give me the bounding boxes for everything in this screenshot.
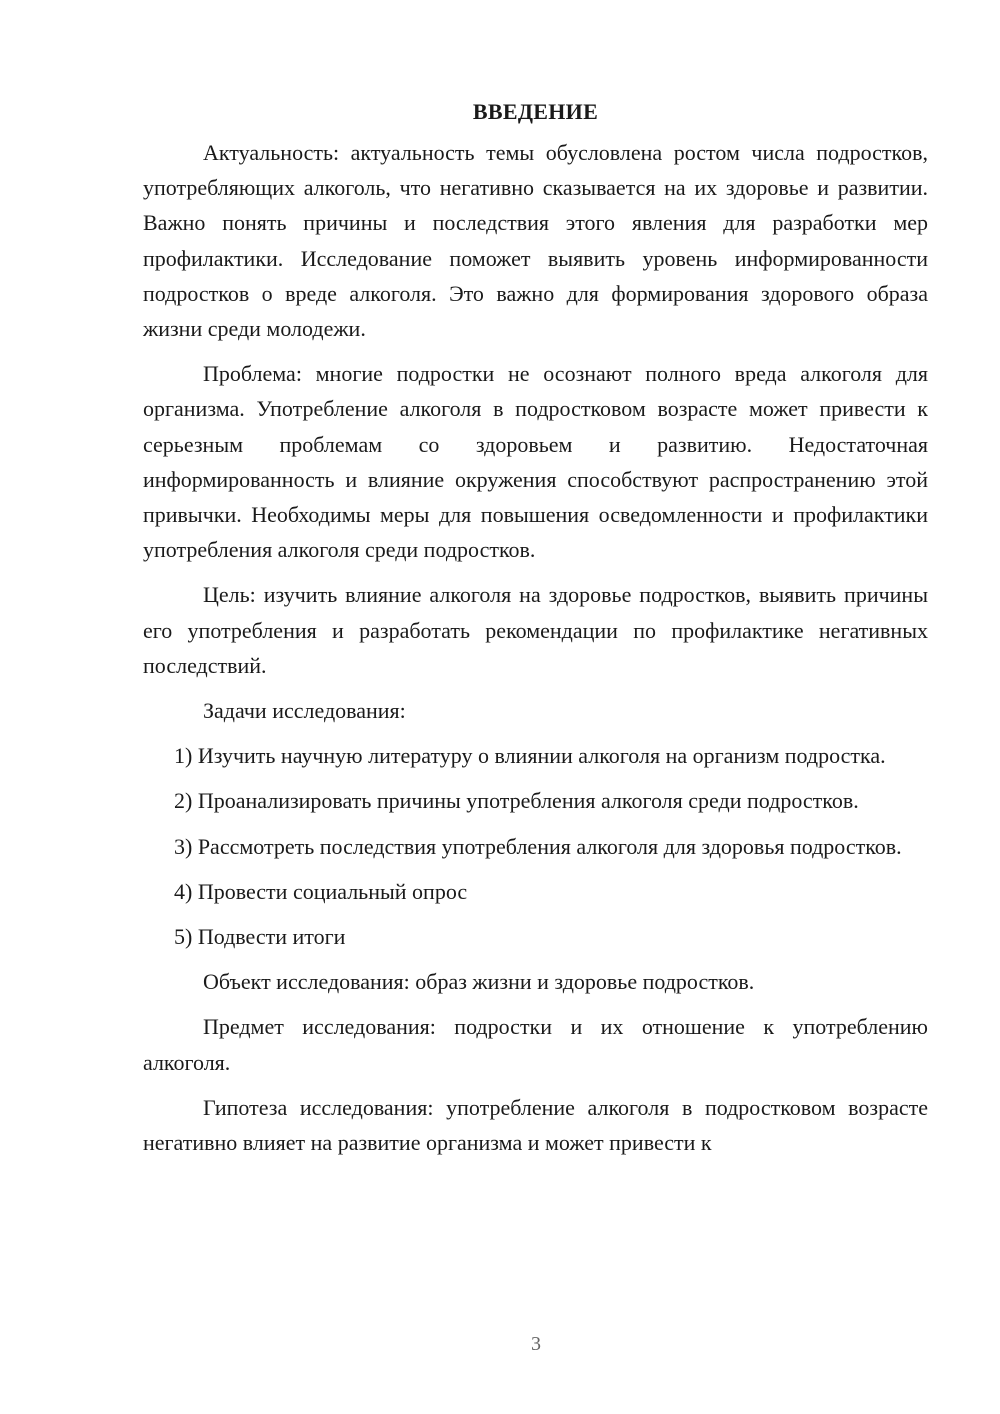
task-item-5: 5) Подвести итоги <box>174 924 346 950</box>
page-title: ВВЕДЕНИЕ <box>472 99 599 124</box>
goal-paragraph: Цель: изучить влияние алкоголя на здоровье подростков, выявить причины его употребления и разработать рекомендации по профилактике негативных последствий. <box>143 582 928 678</box>
task-item-1: 1) Изучить научную литературу о влиянии алкоголя на организм подростка. <box>174 743 886 769</box>
task-item-2: 2) Проанализировать причины употребления алкоголя среди подростков. <box>174 788 859 814</box>
hypothesis-paragraph: Гипотеза исследования: употребление алкоголя в подростковом возрасте негативно влияет на развитие организма и может привести к <box>143 1094 928 1156</box>
task-item-4: 4) Провести социальный опрос <box>174 878 468 904</box>
document-page <box>143 94 928 1170</box>
problem-paragraph: Проблема: многие подростки не осознают полного вреда алкоголя для организма. Употребление алкоголя в подростковом возрасте может привести к серьезным проблемам со здоровьем и развитию. Недостаточная информированность и влияние окружения способствуют распространению этой привычки. Необходимы меры для повышения осведомленности и профилактики употребления алкоголя среди подростков. <box>143 361 928 563</box>
tasks-title: Задачи исследования: <box>203 698 406 724</box>
task-item-3: 3) Рассмотреть последствия употребления алкоголя для здоровья подростков. <box>174 833 902 859</box>
subject-paragraph: Предмет исследования: подростки и их отношение к употреблению алкоголя. <box>143 1014 928 1075</box>
page-number: 3 <box>531 1333 541 1355</box>
relevance-paragraph: Актуальность: актуальность темы обусловлена ростом числа подростков, употребляющих алкоголь, что негативно сказывается на их здоровье и развитии. Важно понять причины и последствия этого явления для разработки мер профилактики. Исследование поможет выявить уровень информированности подростков о вреде алкоголя. Это важно для формирования здорового образа жизни среди молодежи. <box>143 140 928 342</box>
object-paragraph: Объект исследования: образ жизни и здоровье подростков. <box>203 969 755 995</box>
